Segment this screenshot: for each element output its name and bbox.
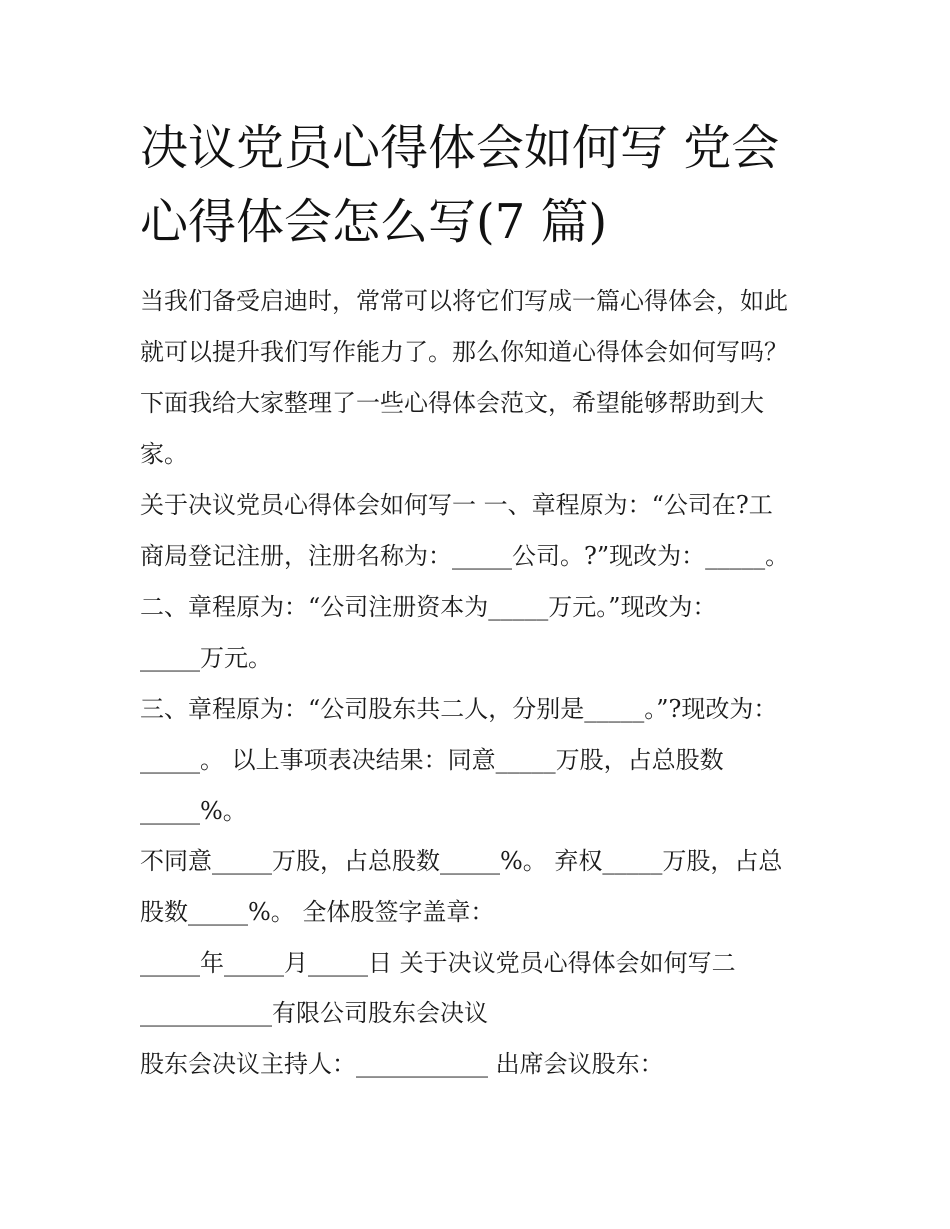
document-title-line-2: 心得体会怎么写(7 篇) bbox=[140, 194, 608, 250]
body-line: ___________有限公司股东会决议 bbox=[140, 999, 488, 1027]
body-line: _____%。 bbox=[140, 797, 247, 825]
body-line: 就可以提升我们写作能力了。那么你知道心得体会如何写吗？ bbox=[140, 338, 788, 366]
document-title-line-1: 决议党员心得体会如何写 党会 bbox=[140, 120, 780, 176]
body-line: _____。 以上事项表决结果：同意_____万股，占总股数 bbox=[140, 746, 724, 774]
body-line: 当我们备受启迪时，常常可以将它们写成一篇心得体会，如此 bbox=[140, 287, 788, 315]
body-line: 二、章程原为：“公司注册资本为_____万元。”现改为： bbox=[140, 593, 717, 621]
body-line: 家。 bbox=[140, 440, 188, 468]
body-line: 三、章程原为：“公司股东共二人，分别是_____。”?现改为： bbox=[140, 695, 778, 723]
body-line: 股数_____%。 全体股签字盖章： bbox=[140, 898, 495, 926]
body-line: 关于决议党员心得体会如何写一 一、章程原为：“公司在?工 bbox=[140, 491, 773, 519]
body-line: _____万元。 bbox=[140, 644, 272, 672]
body-line: 下面我给大家整理了一些心得体会范文，希望能够帮助到大 bbox=[140, 389, 764, 417]
body-line: 商局登记注册，注册名称为：_____公司。?”现改为：_____。 bbox=[140, 542, 790, 570]
body-line: 不同意_____万股，占总股数_____%。 弃权_____万股，占总 bbox=[140, 847, 783, 875]
body-line: _____年_____月_____日 关于决议党员心得体会如何写二 bbox=[140, 949, 736, 977]
body-line: 股东会决议主持人：___________ 出席会议股东： bbox=[140, 1050, 664, 1078]
